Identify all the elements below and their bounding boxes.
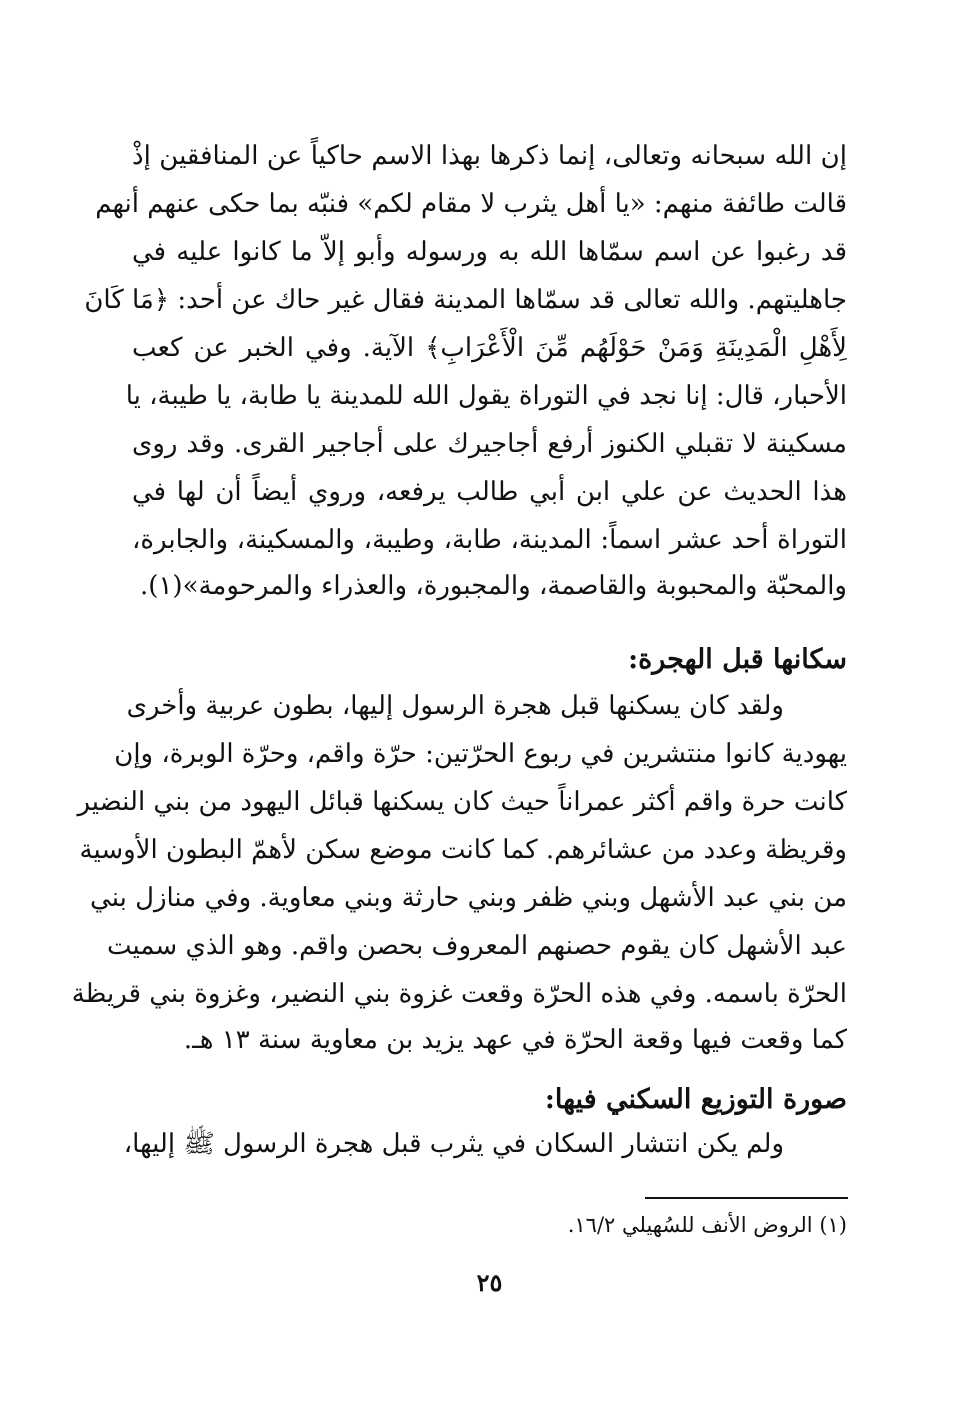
paragraph-1-line-7: مسكينة لا تقبلي الكنوز أرفع أجاجيرك على أجاجير القرى. وقد روى bbox=[132, 429, 847, 459]
paragraph-1-line-2: قالت طائفة منهم: «يا أهل يثرب لا مقام لكم» فنبّه بما حكى عنهم أنهم bbox=[95, 189, 847, 219]
paragraph-2-line-4: وقريظة وعدد من عشائرهم. كما كانت موضع سكن لأهمّ البطون الأوسية bbox=[79, 835, 847, 865]
section-heading-inhabitants: سكانها قبل الهجرة: bbox=[628, 644, 847, 675]
paragraph-1-line-1: إن الله سبحانه وتعالى، إنما ذكرها بهذا الاسم حاكياً عن المنافقين إذْ bbox=[132, 141, 847, 171]
paragraph-1-line-3: قد رغبوا عن اسم سمّاها الله به ورسوله وأبو إلاّ ما كانوا عليه في bbox=[132, 237, 847, 267]
paragraph-2-line-2: يهودية كانوا منتشرين في ربوع الحرّتين: حرّة واقم، وحرّة الوبرة، وإن bbox=[114, 739, 847, 769]
paragraph-2-line-1: ولقد كان يسكنها قبل هجرة الرسول إليها، بطون عربية وأخرى bbox=[126, 691, 784, 721]
paragraph-2-line-3: كانت حرة واقم أكثر عمراناً حيث كان يسكنها قبائل اليهود من بني النضير bbox=[77, 787, 847, 817]
paragraph-1-line-9: التوراة أحد عشر اسماً: المدينة، طابة، وطيبة، والمسكينة، والجابرة، bbox=[132, 525, 847, 555]
paragraph-1-line-4: جاهليتهم. والله تعالى قد سمّاها المدينة فقال غير حاك عن أحد: ﴿مَا كَانَ bbox=[84, 285, 847, 315]
paragraph-1-line-6: الأحبار، قال: إنا نجد في التوراة يقول الله للمدينة يا طابة، يا طيبة، يا bbox=[125, 381, 847, 411]
paragraph-2-line-7: الحرّة باسمه. وفي هذه الحرّة وقعت غزوة بني النضير، وغزوة بني قريظة bbox=[71, 979, 847, 1009]
page-number: ٢٥ bbox=[476, 1268, 503, 1297]
footnote: (١) الروض الأنف للسُهيلي ١٦/٢. bbox=[567, 1213, 847, 1237]
paragraph-2-line-8: كما وقعت فيها وقعة الحرّة في عهد يزيد بن معاوية سنة ١٣ هـ. bbox=[183, 1025, 847, 1055]
paragraph-1-line-10: والمحبّة والمحبوبة والقاصمة، والمجبورة، والعذراء والمرحومة»(١). bbox=[140, 571, 847, 601]
footnote-separator bbox=[645, 1197, 848, 1199]
section-heading-distribution: صورة التوزيع السكني فيها: bbox=[544, 1084, 847, 1115]
paragraph-2-line-5: من بني عبد الأشهل وبني ظفر وبني حارثة وبني معاوية. وفي منازل بني bbox=[90, 883, 847, 913]
paragraph-2-line-6: عبد الأشهل كان يقوم حصنهم المعروف بحصن واقم. وهو الذي سميت bbox=[107, 931, 847, 961]
paragraph-1-line-5: لِأَهْلِ الْمَدِينَةِ وَمَنْ حَوْلَهُم مِّنَ الْأَعْرَابِ﴾ الآية. وفي الخبر عن كعب bbox=[132, 333, 847, 363]
paragraph-1-line-8: هذا الحديث عن علي ابن أبي طالب يرفعه، وروي أيضاً أن لها في bbox=[132, 477, 847, 507]
paragraph-3-line-1: ولم يكن انتشار السكان في يثرب قبل هجرة الرسول ﷺ إليها، bbox=[123, 1129, 784, 1159]
